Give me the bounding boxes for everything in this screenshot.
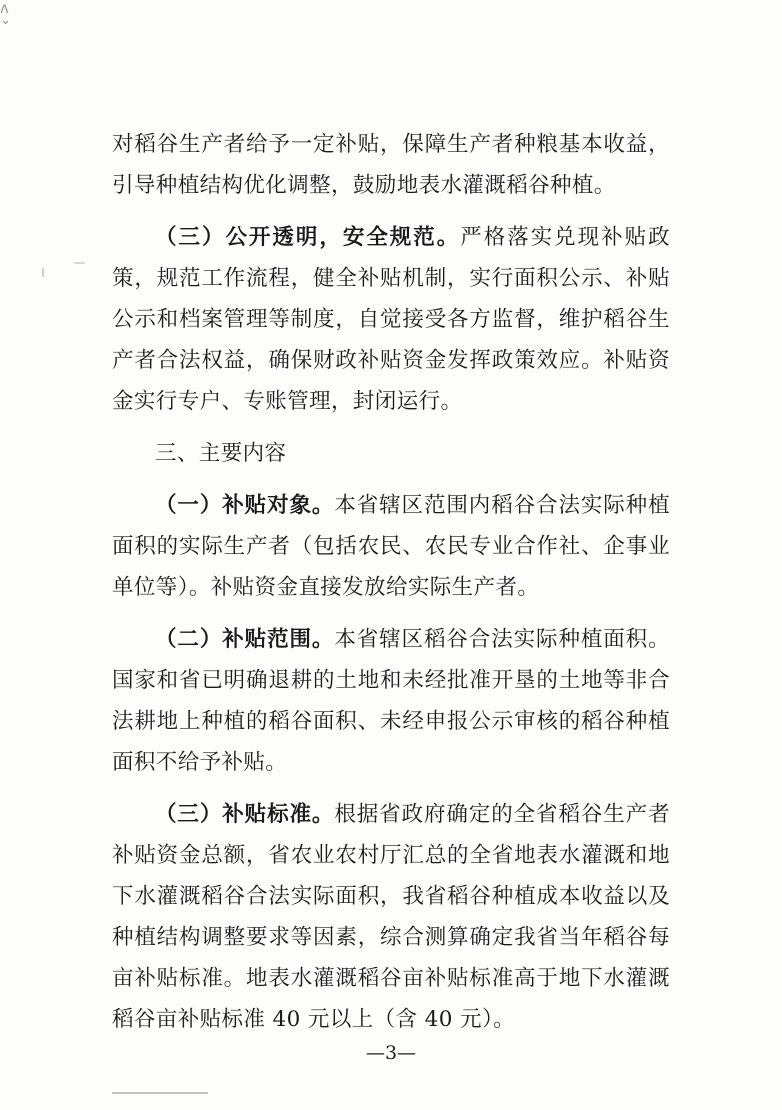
document-body: [112, 124, 670, 1040]
paragraph-2: [112, 217, 670, 422]
paragraph-2-text: 严格落实兑现补贴政策，规范工作流程，健全补贴机制，实行面积公示、补贴公示和档案管理等制度，自觉接受各方监督，维护稻谷生产者合法权益，确保财政补贴资金发挥政策效应。补贴资金实行专户、专账管理，封闭运行。: [112, 225, 670, 414]
paragraph-5: [112, 619, 670, 783]
paragraph-6-text: 根据省政府确定的全省稻谷生产者补贴资金总额，省农业农村厅汇总的全省地表水灌溉和地下水灌溉稻谷合法实际面积，我省稻谷种植成本收益以及种植结构调整要求等因素，综合测算确定我省当年稻谷每亩补贴标准。地表水灌溉稻谷亩补贴标准高于地下水灌溉稻谷亩补贴标准 40 元以上（含 40 元）。: [112, 802, 670, 1032]
bottom-scan-line: [112, 1092, 208, 1094]
paragraph-4-text: 本省辖区范围内稻谷合法实际种植面积的实际生产者（包括农民、农民专业合作社、企事业单位等）。补贴资金直接发放给实际生产者。: [112, 493, 670, 600]
section-heading-3: [112, 433, 670, 474]
paragraph-5-text: 本省辖区稻谷合法实际种植面积。国家和省已明确退耕的土地和未经批准开垦的土地等非合法耕地上种植的稻谷面积、未经申报公示审核的稻谷种植面积不给予补贴。: [112, 627, 670, 775]
paragraph-4: [112, 485, 670, 608]
paragraph-1-text: 对稻谷生产者给予一定补贴，保障生产者种粮基本收益，引导种植结构优化调整，鼓励地表水灌溉稻谷种植。: [112, 132, 670, 198]
paragraph-2-lead: （三）公开透明，安全规范。: [155, 225, 461, 250]
margin-speck-right: [74, 262, 85, 264]
margin-scan-mark-second: ⌄: [0, 13, 11, 28]
paragraph-1: [112, 124, 670, 206]
paragraph-6-lead: （三）补贴标准。: [155, 802, 335, 827]
section-heading-3-text: 三、主要内容: [155, 441, 287, 466]
paragraph-4-lead: （一）补贴对象。: [155, 493, 335, 518]
paragraph-6: [112, 794, 670, 1040]
paragraph-5-lead: （二）补贴范围。: [155, 627, 335, 652]
margin-scan-mark-top: ʌ: [0, 0, 9, 17]
page-number: —3—: [365, 1042, 417, 1064]
margin-speck-left: [42, 268, 44, 277]
